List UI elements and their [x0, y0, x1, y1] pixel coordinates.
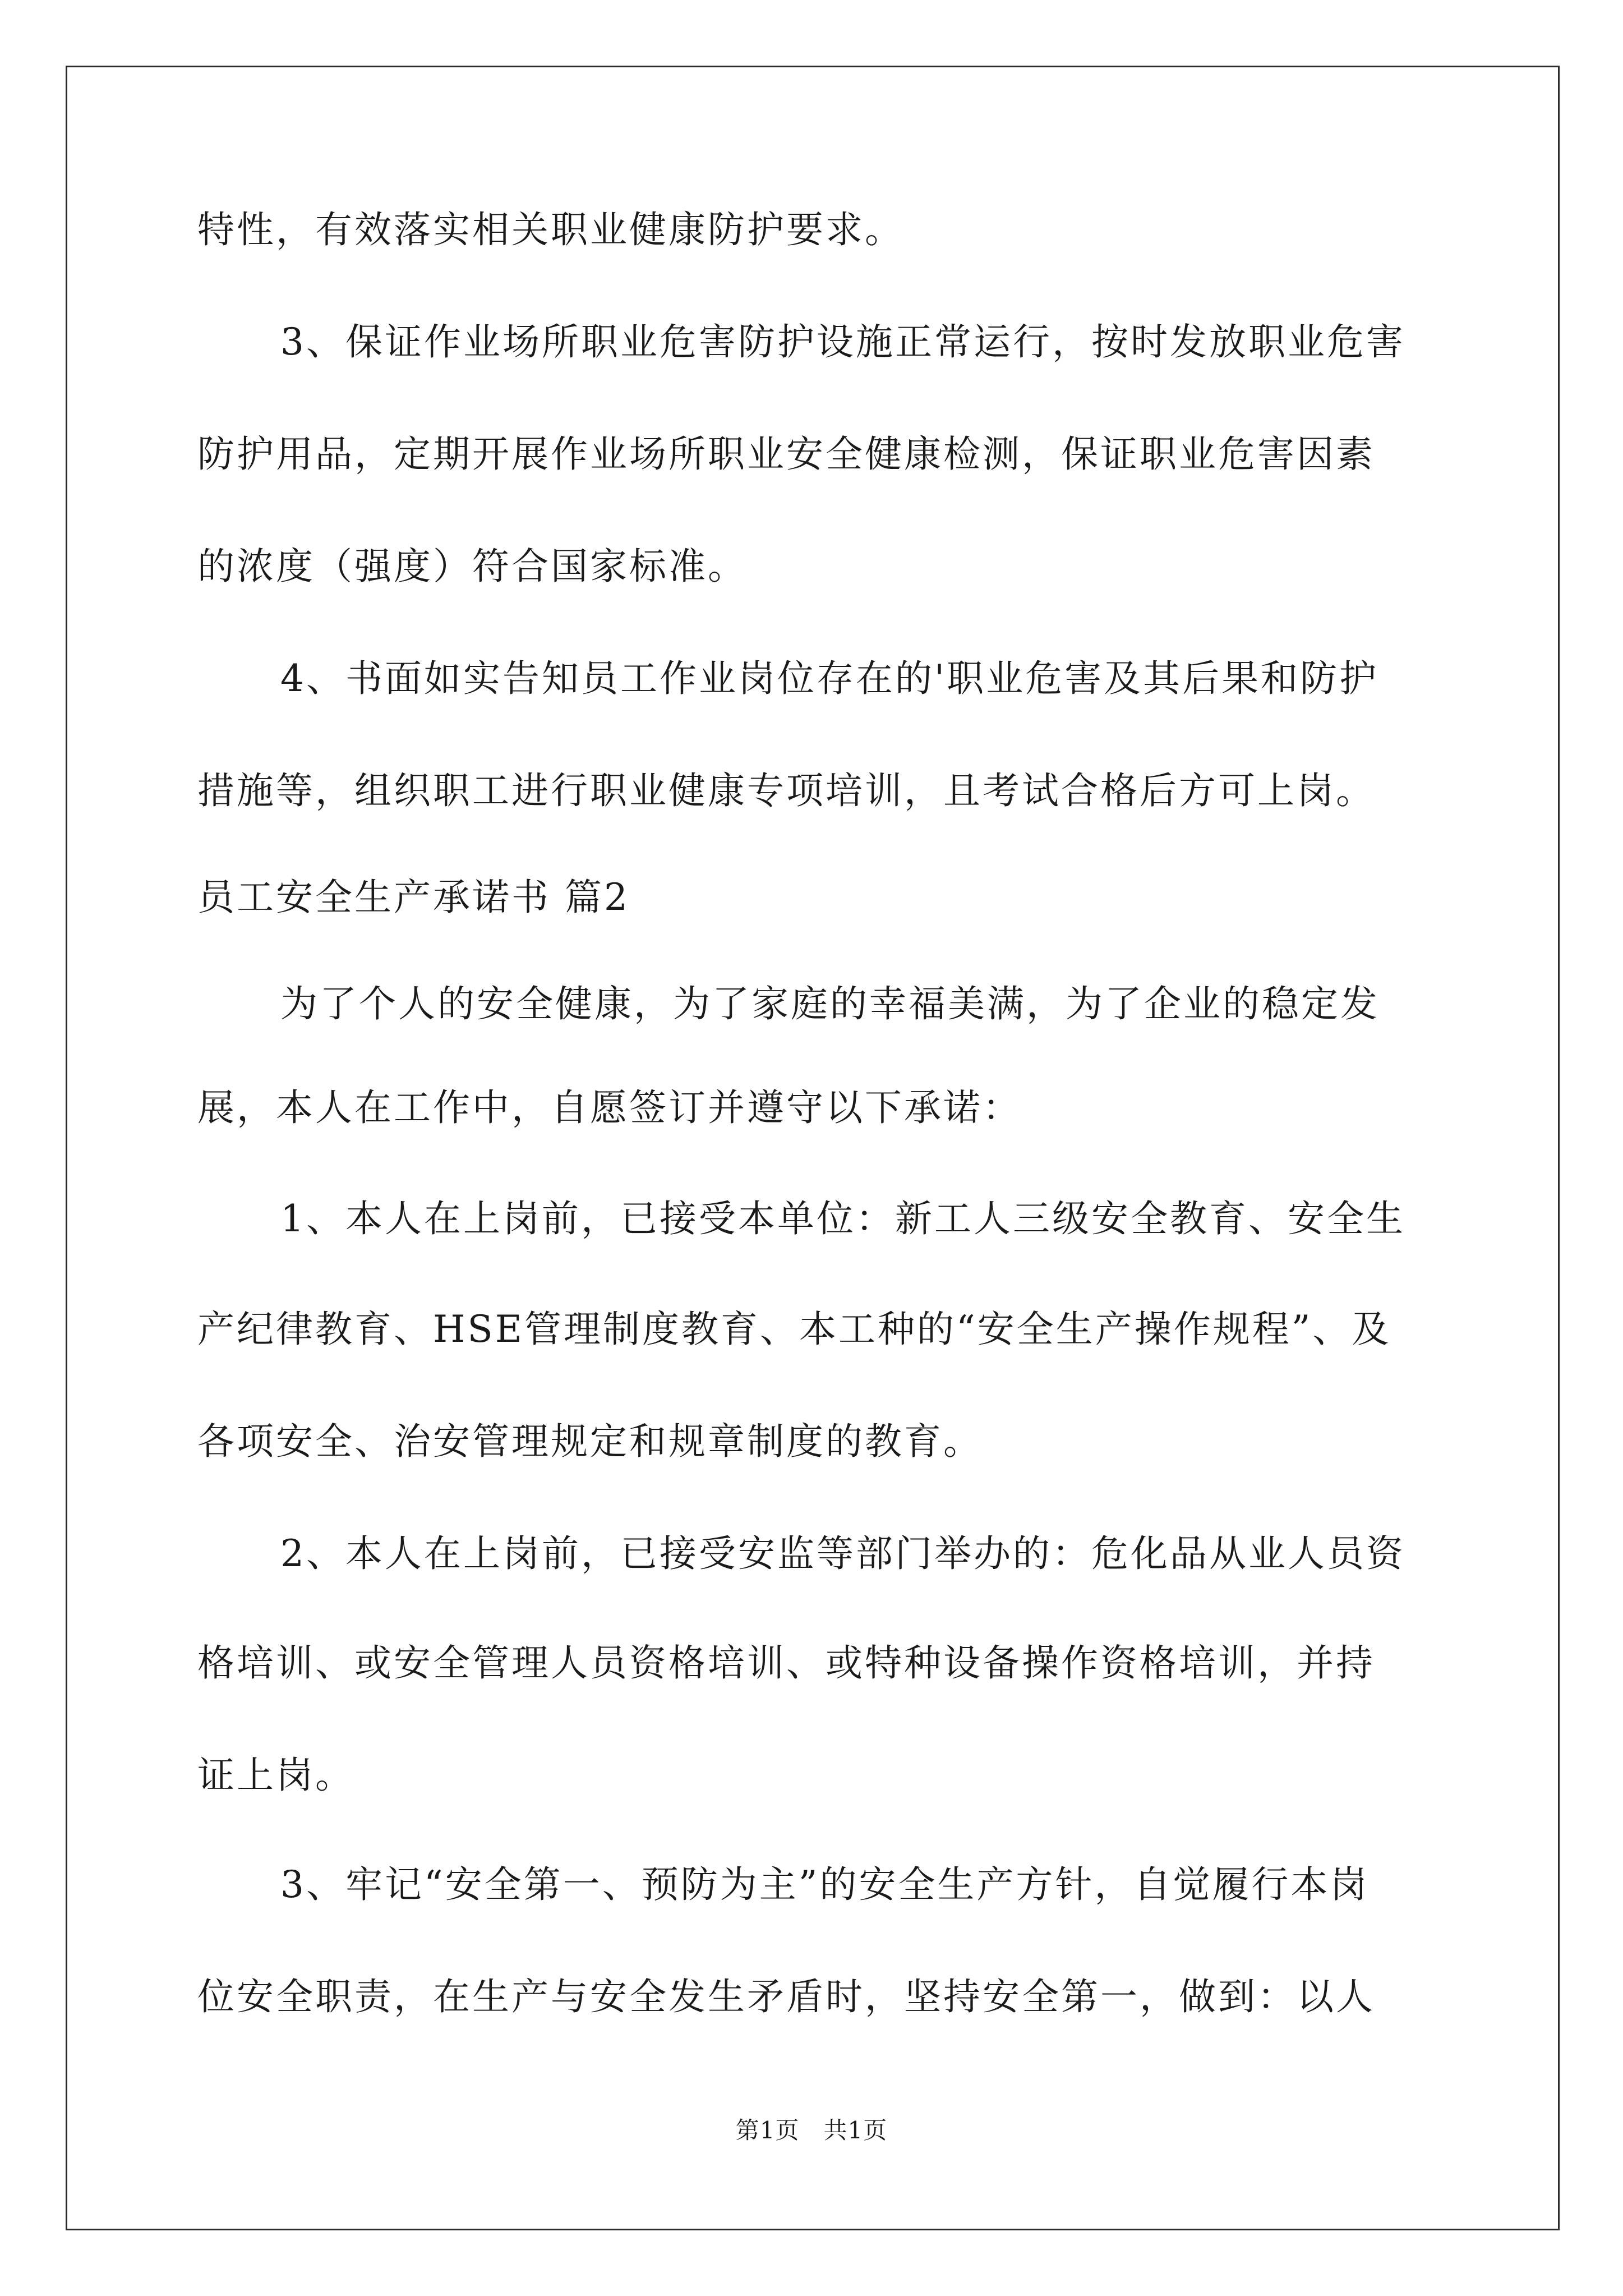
- text-line: 格培训、或安全管理人员资格培训、或特种设备操作资格培训，并持: [197, 1641, 1375, 1685]
- text-line: 3、牢记“安全第一、预防为主”的安全生产方针，自觉履行本岗: [280, 1863, 1370, 1906]
- text-line: 为了个人的安全健康，为了家庭的幸福美满，为了企业的稳定发: [280, 982, 1380, 1025]
- text-line: 各项安全、治安管理规定和规章制度的教育。: [197, 1420, 983, 1463]
- text-line: 展，本人在工作中，自愿签订并遵守以下承诺：: [197, 1086, 1022, 1129]
- text-line: 1、本人在上岗前，已接受本单位：新工人三级安全教育、安全生: [280, 1197, 1405, 1240]
- text-line: 的浓度（强度）符合国家标准。: [197, 545, 747, 588]
- text-line: 证上岗。: [197, 1754, 354, 1797]
- text-line: 防护用品，定期开展作业场所职业安全健康检测，保证职业危害因素: [197, 432, 1375, 476]
- text-line: 2、本人在上岗前，已接受安监等部门举办的：危化品从业人员资: [280, 1532, 1405, 1575]
- page-number: 第1页 共1页: [735, 2116, 888, 2144]
- text-line: 4、书面如实告知员工作业岗位存在的'职业危害及其后果和防护: [280, 657, 1379, 700]
- text-line: 产纪律教育、HSE管理制度教育、本工种的“安全生产操作规程”、及: [197, 1308, 1391, 1351]
- text-line: 3、保证作业场所职业危害防护设施正常运行，按时发放职业危害: [280, 320, 1405, 364]
- section-heading: 员工安全生产承诺书 篇2: [197, 876, 630, 919]
- text-line: 措施等，组织职工进行职业健康专项培训，且考试合格后方可上岗。: [197, 769, 1375, 812]
- text-line: 特性，有效落实相关职业健康防护要求。: [197, 208, 904, 251]
- text-line: 位安全职责，在生产与安全发生矛盾时，坚持安全第一，做到：以人: [197, 1975, 1375, 2018]
